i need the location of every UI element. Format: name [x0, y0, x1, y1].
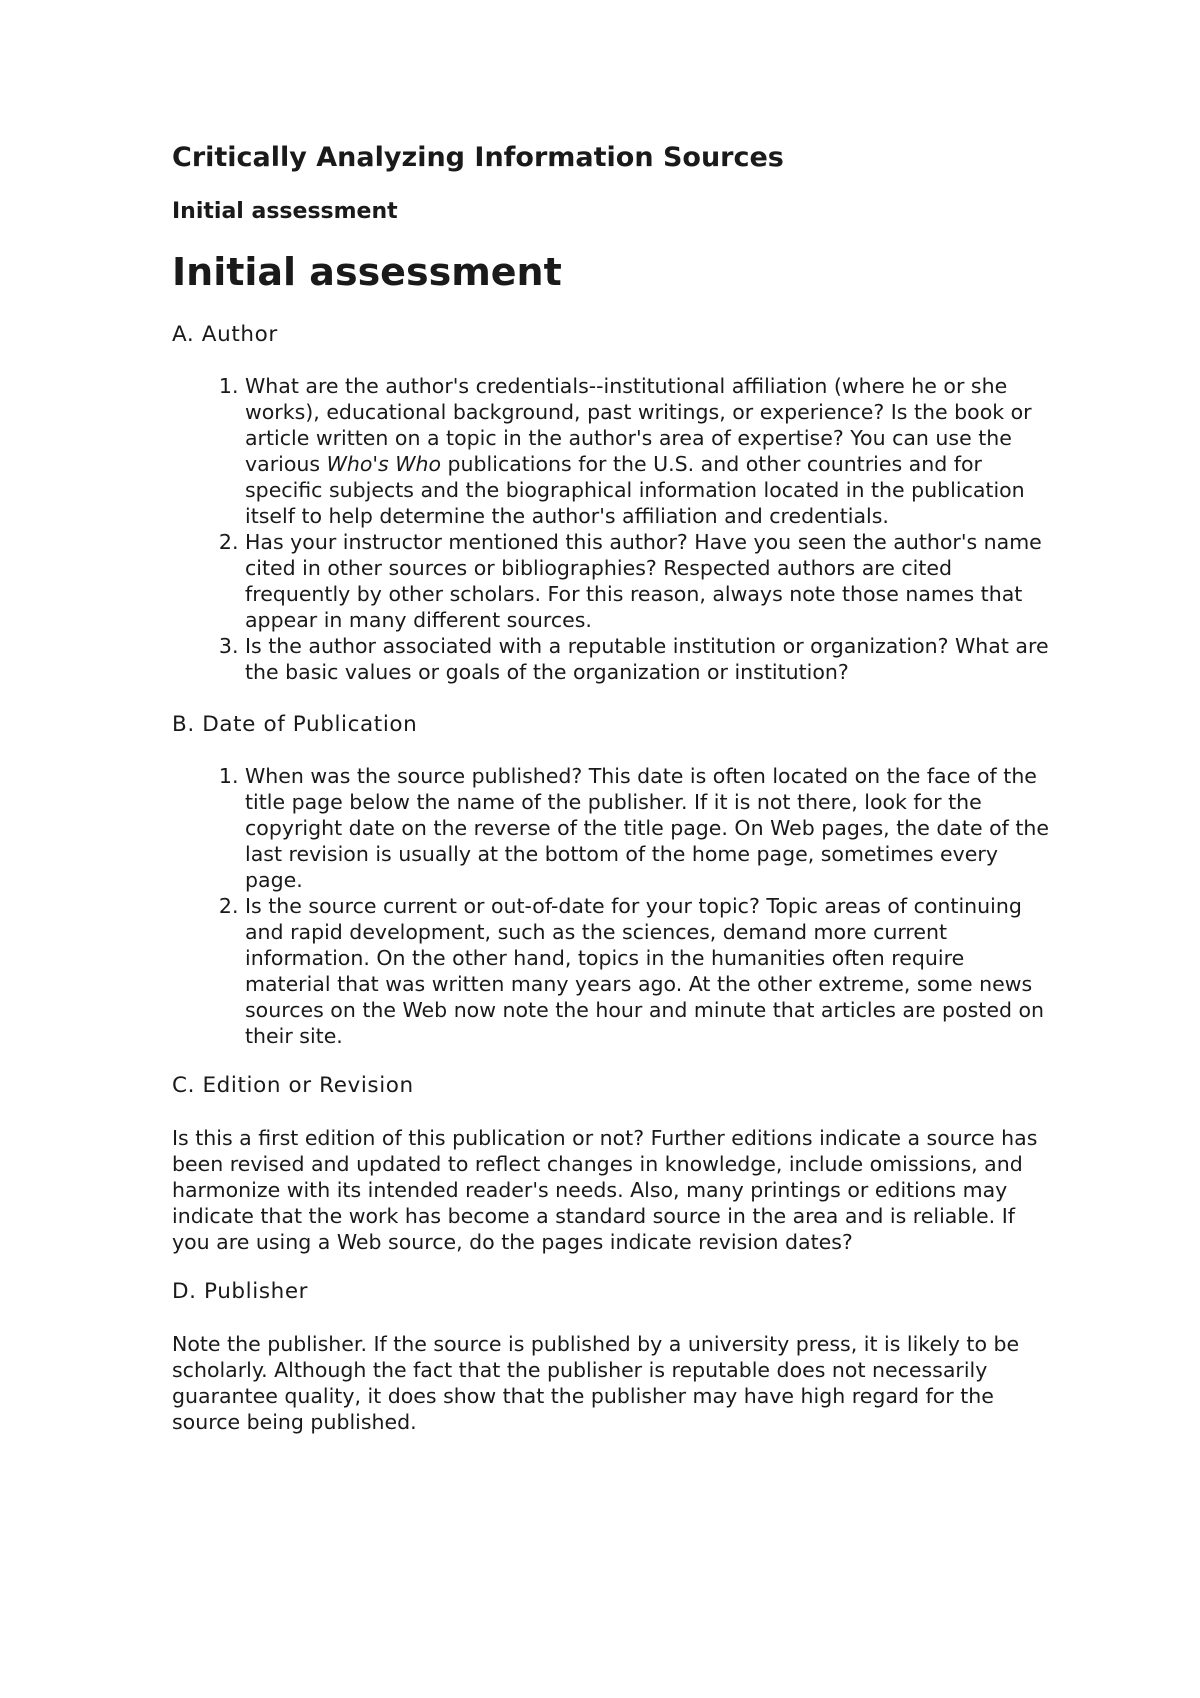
author-item-1-text-before: What are the author's credentials--institutional affiliation (where he or she works), educational background, past writings, or experience? Is the book or article written on a topic in the author's area of expertise? You can use the various [245, 374, 1032, 476]
author-item-2: 2. Has your instructor mentioned this author? Have you seen the author's name cited in other sources or bibliographies? Respected authors are cited frequently by other scholars. For this reason, always note those names that appear in many different sources. [245, 529, 1052, 633]
edition-paragraph: Is this a first edition of this publication or not? Further editions indicate a source has been revised and updated to reflect changes in knowledge, include omissions, and harmonize with its intended reader's needs. Also, many printings or editions may indicate that the work has become a standard source in the area and is reliable. If you are using a Web source, do the pages indicate revision dates? [172, 1126, 1038, 1254]
whos-who-emphasis: Who's Who [326, 452, 442, 476]
date-heading: B. Date of Publication [172, 712, 418, 737]
author-list [172, 373, 1052, 685]
publisher-paragraph: Note the publisher. If the source is published by a university press, it is likely to be scholarly. Although the fact that the publisher is reputable does not necessarily guarantee quality, it does show that the publisher may have high regard for the source being published. [172, 1332, 1020, 1434]
author-item-3: 3. Is the author associated with a reputable institution or organization? What are the basic values or goals of the organization or institution? [245, 633, 1052, 685]
author-item-1-text-after: publications for the U.S. and other countries and for specific subjects and the biographical information located in the publication itself to help determine the author's affiliation and credentials. [245, 452, 1025, 528]
section-heading: Initial assessment [172, 250, 562, 294]
date-item-1: 1. When was the source published? This date is often located on the face of the title page below the name of the publisher. If it is not there, look for the copyright date on the reverse of the title page. On Web pages, the date of the last revision is usually at the bottom of the home page, sometimes every page. [245, 763, 1052, 893]
document-title: Critically Analyzing Information Sources [172, 142, 784, 173]
publisher-heading: D. Publisher [172, 1279, 309, 1304]
date-item-2: 2. Is the source current or out-of-date for your topic? Topic areas of continuing and rapid development, such as the sciences, demand more current information. On the other hand, topics in the humanities often require material that was written many years ago. At the other extreme, some news sources on the Web now note the hour and minute that articles are posted on their site. [245, 893, 1052, 1049]
document-page [172, 138, 1052, 1435]
document-subtitle: Initial assessment [172, 199, 398, 224]
author-heading: A. Author [172, 322, 278, 347]
edition-heading: C. Edition or Revision [172, 1073, 414, 1098]
author-item-1 [245, 373, 1052, 529]
date-list [172, 763, 1052, 1049]
